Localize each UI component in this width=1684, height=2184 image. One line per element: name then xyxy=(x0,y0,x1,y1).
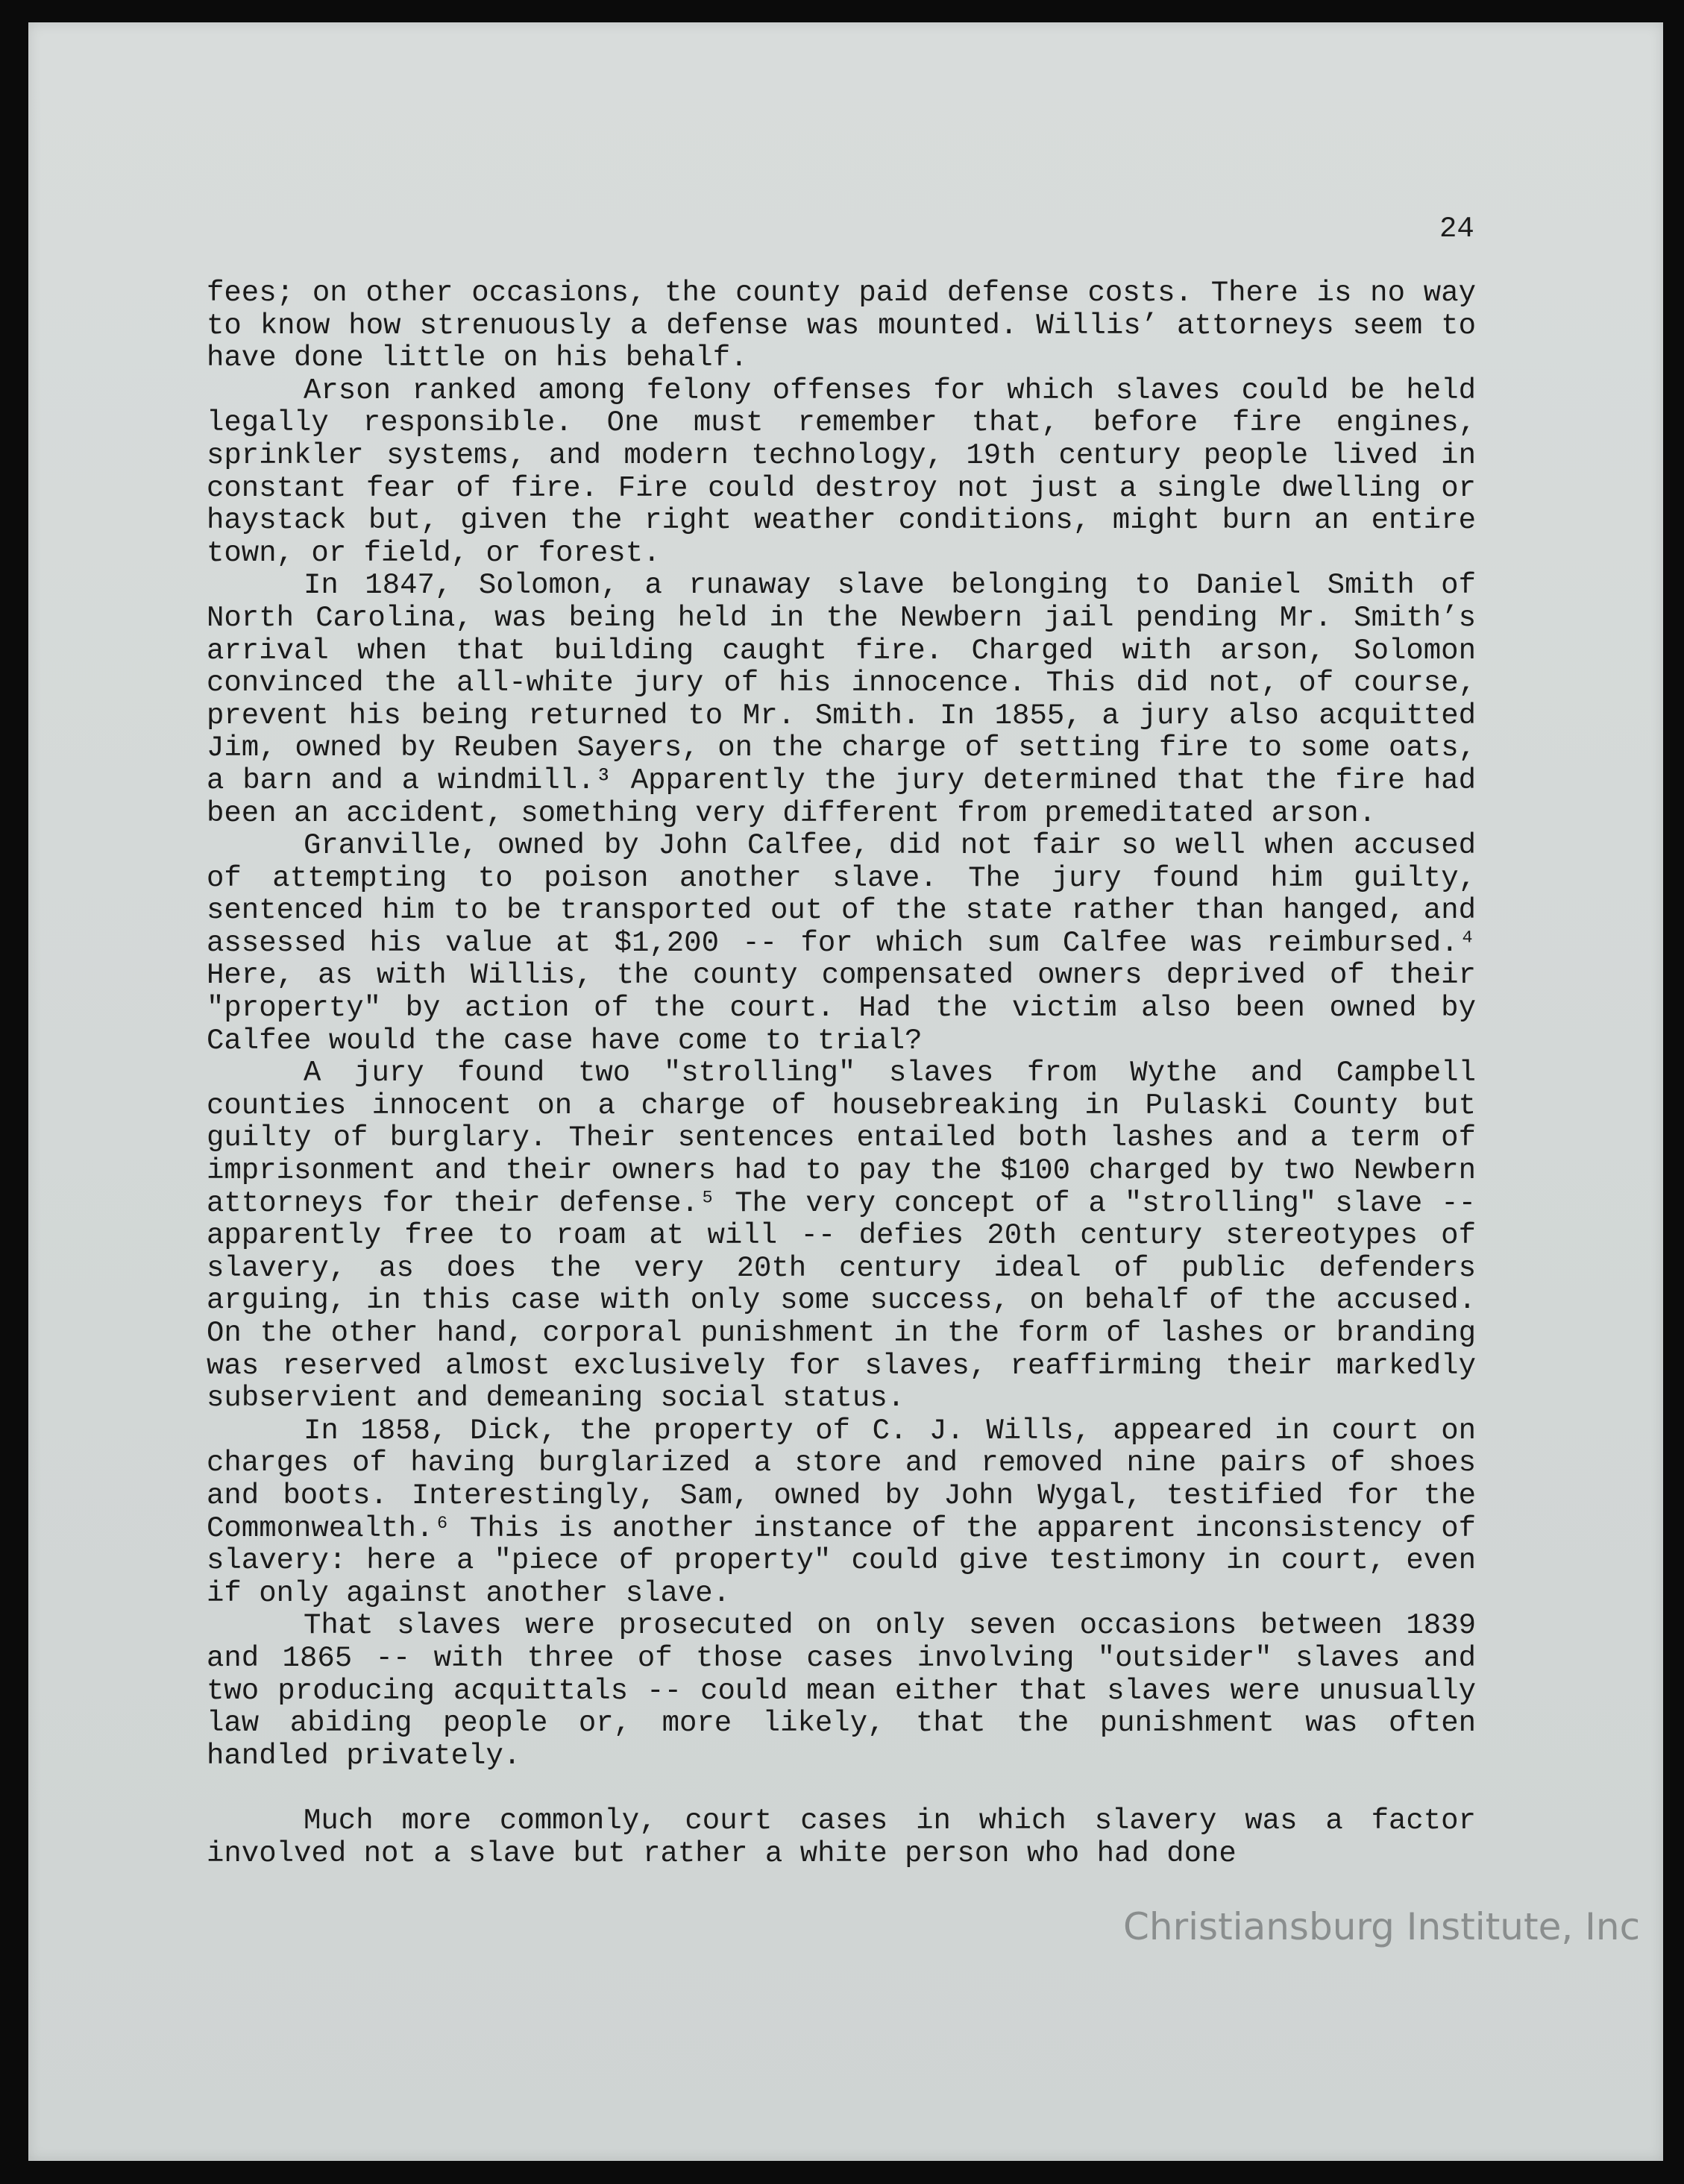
watermark: Christiansburg Institute, Inc xyxy=(1123,1905,1641,1948)
paragraph-continued: fees; on other occasions, the county paid defense costs. There is no way to know how strenuously a defense was mounted. Willis’ attorneys seem to have done little on his behalf. xyxy=(207,277,1476,375)
paragraph-prosecutions: That slaves were prosecuted on only seven occasions between 1839 and 1865 -- with three of those cases involving "outsider" slaves and two producing acquittals -- could mean either that slaves were unusually law abiding people or, more likely, that the punishment was often handled privately. xyxy=(207,1609,1476,1772)
paragraph-court-cases: Much more commonly, court cases in which slavery was a factor involved not a slave but rather a white person who had done xyxy=(207,1804,1476,1870)
paragraph-arson: Arson ranked among felony offenses for which slaves could be held legally responsible. One must remember that, before fire engines, sprinkler systems, and modern technology, 19th century people lived in constant fear of fire. Fire could destroy not just a single dwelling or haystack but, given the right weather conditions, might burn an entire town, or field, or forest. xyxy=(207,374,1476,570)
paragraph-solomon: In 1847, Solomon, a runaway slave belonging to Daniel Smith of North Carolina, was being held in the Newbern jail pending Mr. Smith’s arrival when that building caught fire. Charged with arson, Solomon convinced the all-white jury of his innocence. This did not, of course, prevent his being returned to Mr. Smith. In 1855, a jury also acquitted Jim, owned by Reuben Sayers, on the charge of setting fire to some oats, a barn and a windmill.³ Apparently the jury determined that the fire had been an accident, something very different from premeditated arson. xyxy=(207,569,1476,830)
paragraph-dick: In 1858, Dick, the property of C. J. Wills, appeared in court on charges of having burglarized a store and removed nine pairs of shoes and boots. Interestingly, Sam, owned by John Wygal, testified for the Commonwealth.⁶ This is another instance of the apparent inconsistency of slavery: here a "piece of property" could give testimony in court, even if only against another slave. xyxy=(207,1414,1476,1610)
paragraph-strolling-slaves: A jury found two "strolling" slaves from Wythe and Campbell counties innocent on a charge of housebreaking in Pulaski County but guilty of burglary. Their sentences entailed both lashes and a term of imprisonment and their owners had to pay the $100 charged by two Newbern attorneys for their defense.⁵ The very concept of a "strolling" slave -- apparently free to roam at will -- defies 20th century stereotypes of slavery, as does the very 20th century ideal of public defenders arguing, in this case with only some success, on behalf of the accused. On the other hand, corporal punishment in the form of lashes or branding was reserved almost exclusively for slaves, reaffirming their markedly subservient and demeaning social status. xyxy=(207,1057,1476,1415)
paragraph-granville: Granville, owned by John Calfee, did not fair so well when accused of attempting to poison another slave. The jury found him guilty, sentenced him to be transported out of the state rather than hanged, and assessed his value at $1,200 -- for which sum Calfee was reimbursed.⁴ Here, as with Willis, the county compensated owners deprived of their "property" by action of the court. Had the victim also been owned by Calfee would the case have come to trial? xyxy=(207,829,1476,1057)
page-number: 24 xyxy=(1439,213,1474,245)
document-body xyxy=(207,277,1476,1871)
